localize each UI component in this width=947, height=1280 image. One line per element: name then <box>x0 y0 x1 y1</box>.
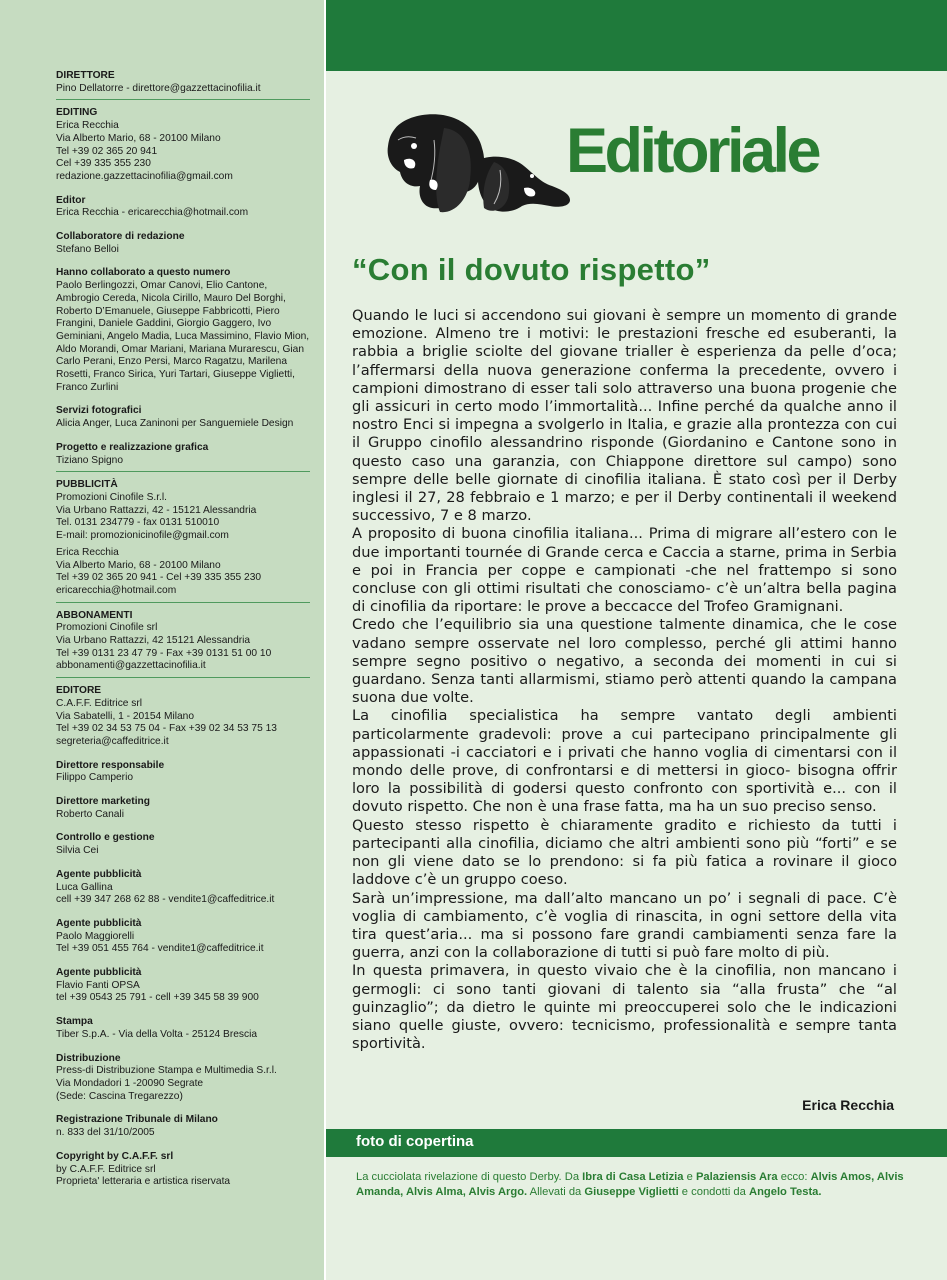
masthead-title: Collaboratore di redazione <box>56 231 185 243</box>
masthead-line: redazione.gazzettacinofilia@gmail.com <box>56 170 233 182</box>
article-paragraph: In questa primavera, in questo vivaio che è la cinofilia, non mancano i germogli: ci sono tanti giovani di talento sia “alla frusta” che “al guinzaglio”; da dietro le quinte mi preoccuperei solo che le indicazioni siano quelle giuste, ovvero: tecnicismo, professionalità e sempre tanta sportività. <box>352 962 897 1053</box>
article-paragraph: La cinofilia specialistica ha sempre vantato degli ambienti particolarmente gradevoli: prove a cui partecipano principalmente gli appassionati -i cacciatori e i privati che hanno voglia di cimentarsi con il mondo delle prove, di confrontarsi e di mettersi in gioco- bisogna offrir loro la possibilità di godersi questo confronto con sportività e... con il dovuto rispetto. Che non è una frase fatta, ma ha un suo preciso senso. <box>352 707 897 816</box>
article-paragraph: Sarà un’impressione, ma dall’alto mancano un po’ i segnali di pace. C’è voglia di cambiamento, c’è voglia di rinascita, in ogni settore della vita tira quest’aria... ma si possono fare grandi cambiamenti senza fare la guerra, anzi con la collaborazione di tutti si può fare molto di più. <box>352 889 897 962</box>
masthead-hanno-collaborato <box>56 267 310 394</box>
article-paragraph: A proposito di buona cinofilia italiana... Prima di migrare all’estero con le due importanti tournée di Grande cerca e Caccia a starne, prima in Serbia e poi in Francia per coppe e campionati -che nel frattempo si sono concluse con gli ottimi risultati che conosciamo- c’è un’altra bella pagina di cinofilia da riportare: le prove a beccacce del Trofeo Gramignani. <box>352 525 897 616</box>
masthead-title: EDITING <box>56 107 98 119</box>
caption-bold: Ibra di Casa Letizia <box>582 1171 684 1183</box>
masthead-registrazione <box>56 1114 310 1139</box>
masthead-pubblicita <box>56 479 310 602</box>
masthead-line: Tiziano Spigno <box>56 454 124 466</box>
masthead-line: Tel. 0131 234779 - fax 0131 510010 <box>56 517 220 529</box>
masthead-line: Tel +39 0131 23 47 79 - Fax +39 0131 51 00 10 <box>56 647 272 659</box>
masthead-title: Hanno collaborato a questo numero <box>56 267 231 279</box>
article-paragraph: Questo stesso rispetto è chiaramente gradito e richiesto da tutti i partecipanti alla cinofilia, diciamo che altri ambienti sono più “forti” e se non gli viene dato se lo prendono: si fa più fatica a rovinare il gioco laddove c’è un gruppo coeso. <box>352 816 897 889</box>
masthead-sidebar <box>0 0 324 1280</box>
masthead-title: Direttore responsabile <box>56 759 165 771</box>
top-green-band <box>326 0 947 71</box>
caption-text: e condotti da <box>678 1186 749 1198</box>
masthead-line: E-mail: promozionicinofile@gmail.com <box>56 530 229 542</box>
masthead-title: Agente pubblicità <box>56 917 142 929</box>
caption-text: Allevati da <box>527 1186 585 1198</box>
masthead-title: Direttore marketing <box>56 796 150 808</box>
masthead-line: Via Alberto Mario, 68 - 20100 Milano <box>56 132 221 144</box>
masthead-line: Flavio Fanti OPSA <box>56 979 140 991</box>
masthead-line: Luca Gallina <box>56 881 113 893</box>
masthead-line: Alicia Anger, Luca Zaninoni per Sanguemiele Design <box>56 418 294 430</box>
masthead-line: Roberto Canali <box>56 808 124 820</box>
caption-text: ecco: <box>777 1171 811 1183</box>
masthead-line: Erica Recchia <box>56 120 119 132</box>
masthead-line: Proprieta' letteraria e artistica riservata <box>56 1176 231 1188</box>
masthead-line: Via Sabatelli, 1 - 20154 Milano <box>56 710 194 722</box>
masthead-line: Promozioni Cinofile srl <box>56 622 158 634</box>
masthead-line: Cel +39 335 355 230 <box>56 158 151 170</box>
masthead-progetto <box>56 442 310 472</box>
masthead-title: Agente pubblicità <box>56 967 142 979</box>
article-paragraph: Credo che l’equilibrio sia una questione talmente dinamica, che le cose vadano sempre osservate nel loro complesso, perché gli attimi hanno sempre segno positivo o negativo, a seconda dei momenti in cui si guardano. Senza tanti allarmismi, stiamo però attenti quando la campana suona due volte. <box>352 616 897 707</box>
article-author: Erica Recchia <box>802 1097 894 1113</box>
masthead-copyright <box>56 1151 310 1189</box>
masthead-credits <box>56 70 310 1200</box>
masthead-line: ericarecchia@hotmail.com <box>56 584 177 596</box>
masthead-line: abbonamenti@gazzettacinofilia.it <box>56 660 206 672</box>
masthead-line: Erica Recchia - ericarecchia@hotmail.com <box>56 207 249 219</box>
masthead-title: Agente pubblicità <box>56 868 142 880</box>
dogs-illustration <box>374 110 584 220</box>
masthead-line: Stefano Belloi <box>56 243 119 255</box>
masthead-direttore <box>56 70 310 100</box>
masthead-line: Via Mondadori 1 -20090 Segrate <box>56 1078 204 1089</box>
masthead-agente-3 <box>56 967 310 1005</box>
masthead-line: C.A.F.F. Editrice srl <box>56 697 143 709</box>
editorial-column <box>326 0 947 1280</box>
masthead-line: n. 833 del 31/10/2005 <box>56 1127 155 1139</box>
masthead-agente-2 <box>56 918 310 956</box>
masthead-line: Filippo Camperio <box>56 772 134 784</box>
masthead-title: Distribuzione <box>56 1052 121 1064</box>
caption-bold: Palaziensis Ara <box>695 1171 778 1183</box>
masthead-direttore-marketing <box>56 796 310 821</box>
masthead-line: tel +39 0543 25 791 - cell +39 345 58 39 900 <box>56 992 259 1004</box>
masthead-sub-block <box>56 547 310 598</box>
cover-photo-title: foto di copertina <box>356 1133 474 1150</box>
masthead-title: Copyright by C.A.F.F. srl <box>56 1150 174 1162</box>
cover-photo-band <box>326 1129 947 1157</box>
masthead-line: (Sede: Cascina Tregarezzo) <box>56 1090 183 1102</box>
masthead-line: Tel +39 051 455 764 - vendite1@caffeditrice.it <box>56 943 264 955</box>
masthead-direttore-responsabile <box>56 760 310 785</box>
masthead-stampa <box>56 1016 310 1041</box>
caption-bold: Alvis Amos, Alvis Amanda, Alvis Alma, Alvis Argo. <box>356 1171 904 1198</box>
masthead-title: Stampa <box>56 1016 93 1028</box>
masthead-line: segreteria@caffeditrice.it <box>56 735 169 747</box>
editorial-heading: Editoriale <box>566 116 819 186</box>
masthead-abbonamenti <box>56 610 310 679</box>
caption-bold: Giuseppe Viglietti <box>584 1186 679 1198</box>
masthead-line: Via Alberto Mario, 68 - 20100 Milano <box>56 559 221 571</box>
masthead-title: ABBONAMENTI <box>56 609 133 621</box>
masthead-title: Controllo e gestione <box>56 832 155 844</box>
masthead-distribuzione <box>56 1053 310 1104</box>
masthead-agente-1 <box>56 869 310 907</box>
article-body <box>352 307 897 1053</box>
masthead-line: Press-di Distribuzione Stampa e Multimedia S.r.l. <box>56 1065 277 1077</box>
masthead-line: Via Urbano Rattazzi, 42 15121 Alessandria <box>56 635 251 647</box>
masthead-controllo <box>56 832 310 857</box>
masthead-collaboratore <box>56 231 310 256</box>
caption-text: La cucciolata rivelazione di questo Derby. Da <box>356 1171 583 1183</box>
masthead-line: Tel +39 02 34 53 75 04 - Fax +39 02 34 53 75 13 <box>56 723 277 735</box>
masthead-editore <box>56 685 310 749</box>
caption-text: e <box>683 1171 696 1183</box>
masthead-editor <box>56 195 310 220</box>
masthead-title: DIRETTORE <box>56 70 115 81</box>
cover-photo-caption <box>356 1170 916 1200</box>
masthead-line: Erica Recchia <box>56 546 119 558</box>
masthead-line: Pino Dellatorre - direttore@gazzettacinofilia.it <box>56 82 261 94</box>
masthead-line: Tel +39 02 365 20 941 - Cel +39 335 355 230 <box>56 572 262 584</box>
masthead-title: Servizi fotografici <box>56 405 142 417</box>
masthead-title: EDITORE <box>56 685 102 697</box>
masthead-line: Silvia Cei <box>56 845 99 857</box>
masthead-title: PUBBLICITÀ <box>56 479 118 491</box>
caption-bold: Angelo Testa. <box>748 1186 822 1198</box>
masthead-contributors: Paolo Berlingozzi, Omar Canovi, Elio Cantone, Ambrogio Cereda, Nicola Cirillo, Mauro Del Borghi, Roberto D’Emanuele, Giuseppe Fabbricotti, Piero Frangini, Daniele Gaddini, Giorgio Gaggero, Ivo Geminiani, Angelo Madia, Luca Massimino, Flavio Mion, Aldo Morandi, Omar Mariani, Mariana Murarescu, Gian Carlo Perani, Enzo Persi, Marco Ragatzu, Marilena Rosetti, Franco Sirica, Yuri Tartari, Giuseppe Viglietti, Franco Zurlini <box>56 280 310 393</box>
masthead-line: Via Urbano Rattazzi, 42 - 15121 Alessandria <box>56 504 257 516</box>
masthead-line: cell +39 347 268 62 88 - vendite1@caffeditrice.it <box>56 894 275 906</box>
masthead-title: Registrazione Tribunale di Milano <box>56 1114 218 1126</box>
article-paragraph: Quando le luci si accendono sui giovani è sempre un momento di grande emozione. Almeno tre i motivi: le prestazioni fresche ed esuberanti, la rabbia a briglie sciolte del giovane trialler è esperienza da pelle d’oca; l’affermarsi della nuova generazione conferma la precedente, ovvero i campioni dimostrano di esser tali solo attraverso una buona progenie che gli assicuri in certo modo l’immortalità... Infine perché da qualche anno il nostro Enci si impegna a svolgerlo in Italia, e grazie alla prontezza con cui il Gruppo cinofilo alessandrino risponde (Giordanino e Cantone sono in questo caso una garanzia, con Chiappone direttore sul campo) sono sempre delle belle giornate di cinofilia italiana. È stato così per il Derby inglesi il 27, 28 febbraio e 1 marzo; e per il Derby continentali il weekend successivo, 7 e 8 marzo. <box>352 307 897 525</box>
masthead-title: Editor <box>56 194 86 206</box>
masthead-line: Tel +39 02 365 20 941 <box>56 145 158 157</box>
article-subtitle: “Con il dovuto rispetto” <box>352 252 711 287</box>
masthead-servizi <box>56 405 310 430</box>
masthead-line: Paolo Maggiorelli <box>56 930 135 942</box>
masthead-line: by C.A.F.F. Editrice srl <box>56 1163 156 1175</box>
masthead-line: Tiber S.p.A. - Via della Volta - 25124 Brescia <box>56 1028 258 1040</box>
masthead-editing <box>56 107 310 183</box>
masthead-line: Promozioni Cinofile S.r.l. <box>56 491 167 503</box>
masthead-title: Progetto e realizzazione grafica <box>56 441 209 453</box>
